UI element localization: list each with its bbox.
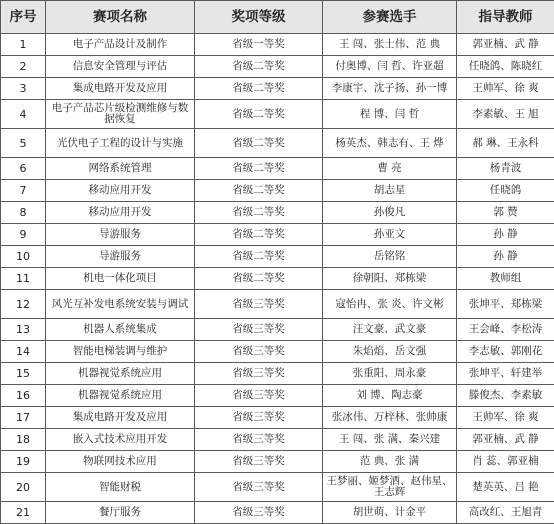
cell-players: 张冰伟、万梓林、张帅康 <box>323 407 457 429</box>
table-row <box>1 473 554 502</box>
cell-players: 胡志星 <box>323 180 457 202</box>
table-row <box>1 451 554 473</box>
cell-event: 嵌入式技术应用开发 <box>46 429 195 451</box>
table-row <box>1 268 554 290</box>
cell-teachers: 孙 静 <box>457 246 554 268</box>
cell-players: 孙亚文 <box>323 224 457 246</box>
cell-level: 省级二等奖 <box>195 268 323 290</box>
cell-no: 1 <box>1 34 46 56</box>
cell-event: 机器视觉系统应用 <box>46 363 195 385</box>
cell-teachers: 张坤平、轩建举 <box>457 363 554 385</box>
cell-no: 13 <box>1 319 46 341</box>
table-row <box>1 319 554 341</box>
cell-event: 智能财税 <box>46 473 195 502</box>
cell-players: 寇怡冉、张 炎、许文彬 <box>323 290 457 319</box>
cell-level: 省级三等奖 <box>195 502 323 524</box>
cell-level: 省级二等奖 <box>195 246 323 268</box>
cell-players: 刘 博、陶志豪 <box>323 385 457 407</box>
cell-level: 省级三等奖 <box>195 319 323 341</box>
cell-level: 省级一等奖 <box>195 34 323 56</box>
table-row <box>1 78 554 100</box>
table-row <box>1 407 554 429</box>
cell-teachers: 楚英英、吕 艳 <box>457 473 554 502</box>
cell-players: 汪文豪、武文豪 <box>323 319 457 341</box>
cell-level: 省级二等奖 <box>195 100 323 129</box>
cell-level: 省级二等奖 <box>195 202 323 224</box>
cell-teachers: 教师组 <box>457 268 554 290</box>
cell-no: 12 <box>1 290 46 319</box>
table-row <box>1 224 554 246</box>
cell-level: 省级二等奖 <box>195 224 323 246</box>
cell-level: 省级二等奖 <box>195 78 323 100</box>
cell-teachers: 王会峰、李松涛 <box>457 319 554 341</box>
cell-teachers: 王帅军、徐 爽 <box>457 407 554 429</box>
table-body <box>1 34 554 524</box>
table-row <box>1 158 554 180</box>
cell-teachers: 李素敏、王 旭 <box>457 100 554 129</box>
table-row <box>1 502 554 524</box>
cell-no: 16 <box>1 385 46 407</box>
cell-level: 省级三等奖 <box>195 385 323 407</box>
cell-teachers: 肖 蕊、郭亚楠 <box>457 451 554 473</box>
cell-level: 省级二等奖 <box>195 129 323 158</box>
cell-players: 徐朝阳、郑栋梁 <box>323 268 457 290</box>
header-level: 奖项等级 <box>195 1 323 34</box>
cell-no: 21 <box>1 502 46 524</box>
cell-teachers: 张坤平、郑栋梁 <box>457 290 554 319</box>
cell-teachers: 任晓鸽 <box>457 180 554 202</box>
cell-no: 20 <box>1 473 46 502</box>
cell-teachers: 孙 静 <box>457 224 554 246</box>
cell-level: 省级三等奖 <box>195 363 323 385</box>
cell-players: 王 闯、张 满、秦兴建 <box>323 429 457 451</box>
table-row <box>1 429 554 451</box>
cell-players: 王 闯、张士伟、范 典 <box>323 34 457 56</box>
cell-event: 机电一体化项目 <box>46 268 195 290</box>
table-row <box>1 34 554 56</box>
cell-level: 省级三等奖 <box>195 341 323 363</box>
header-no: 序号 <box>1 1 46 34</box>
cell-event: 光伏电子工程的设计与实施 <box>46 129 195 158</box>
cell-players: 范 典、张 满 <box>323 451 457 473</box>
cell-players: 付奥博、闫 哲、许亚超 <box>323 56 457 78</box>
table-row <box>1 129 554 158</box>
cell-no: 19 <box>1 451 46 473</box>
table-row <box>1 56 554 78</box>
cell-event: 移动应用开发 <box>46 180 195 202</box>
cell-level: 省级三等奖 <box>195 429 323 451</box>
header-event: 赛项名称 <box>46 1 195 34</box>
cell-teachers: 任晓鸽、陈晓红 <box>457 56 554 78</box>
cell-players: 胡世萌、计金平 <box>323 502 457 524</box>
cell-event: 风光互补发电系统安装与调试 <box>46 290 195 319</box>
cell-no: 6 <box>1 158 46 180</box>
table-row <box>1 341 554 363</box>
cell-teachers: 高改红、王旭青 <box>457 502 554 524</box>
table-row <box>1 202 554 224</box>
cell-no: 8 <box>1 202 46 224</box>
cell-level: 省级二等奖 <box>195 158 323 180</box>
cell-level: 省级二等奖 <box>195 56 323 78</box>
cell-event: 电子产品芯片级检测维修与数据恢复 <box>46 100 195 129</box>
cell-no: 2 <box>1 56 46 78</box>
cell-event: 电子产品设计及制作 <box>46 34 195 56</box>
cell-event: 机器视觉系统应用 <box>46 385 195 407</box>
cell-players: 岳铭铭 <box>323 246 457 268</box>
cell-event: 集成电路开发及应用 <box>46 407 195 429</box>
cell-event: 智能电梯装调与维护 <box>46 341 195 363</box>
cell-teachers: 李志敏、郭刚花 <box>457 341 554 363</box>
table-header-row <box>1 1 554 34</box>
cell-level: 省级三等奖 <box>195 451 323 473</box>
cell-players: 杨英杰、韩志有、王 烨 <box>323 129 457 158</box>
cell-no: 4 <box>1 100 46 129</box>
table-row <box>1 180 554 202</box>
cell-teachers: 滕俊杰、李素敏 <box>457 385 554 407</box>
table-row <box>1 246 554 268</box>
cell-event: 集成电路开发及应用 <box>46 78 195 100</box>
cell-no: 5 <box>1 129 46 158</box>
cell-teachers: 杨青波 <box>457 158 554 180</box>
cell-players: 曹 亮 <box>323 158 457 180</box>
cell-no: 3 <box>1 78 46 100</box>
cell-event: 移动应用开发 <box>46 202 195 224</box>
cell-no: 11 <box>1 268 46 290</box>
cell-event: 餐厅服务 <box>46 502 195 524</box>
cell-players: 王梦丽、姬梦洒、赵伟星、王志辉 <box>323 473 457 502</box>
cell-players: 程 博、闫 哲 <box>323 100 457 129</box>
cell-level: 省级二等奖 <box>195 180 323 202</box>
header-players: 参赛选手 <box>323 1 457 34</box>
table-row <box>1 385 554 407</box>
cell-no: 17 <box>1 407 46 429</box>
cell-teachers: 郭 赞 <box>457 202 554 224</box>
cell-no: 10 <box>1 246 46 268</box>
cell-players: 李康宇、沈子扬、孙一博 <box>323 78 457 100</box>
header-teachers: 指导教师 <box>457 1 554 34</box>
cell-event: 网络系统管理 <box>46 158 195 180</box>
cell-teachers: 王帅军、徐 爽 <box>457 78 554 100</box>
table-row <box>1 100 554 129</box>
cell-event: 导游服务 <box>46 224 195 246</box>
cell-teachers: 郭亚楠、武 静 <box>457 34 554 56</box>
cell-teachers: 郭亚楠、武 静 <box>457 429 554 451</box>
cell-no: 15 <box>1 363 46 385</box>
cell-players: 张重阳、周永豪 <box>323 363 457 385</box>
cell-teachers: 郝 琳、王永科 <box>457 129 554 158</box>
cell-no: 18 <box>1 429 46 451</box>
cell-level: 省级三等奖 <box>195 407 323 429</box>
cell-level: 省级三等奖 <box>195 473 323 502</box>
cell-event: 物联网技术应用 <box>46 451 195 473</box>
table-row <box>1 290 554 319</box>
cell-players: 朱焰焰、岳文强 <box>323 341 457 363</box>
table-row <box>1 363 554 385</box>
cell-players: 孙俊凡 <box>323 202 457 224</box>
cell-level: 省级三等奖 <box>195 290 323 319</box>
cell-no: 9 <box>1 224 46 246</box>
cell-no: 7 <box>1 180 46 202</box>
cell-event: 导游服务 <box>46 246 195 268</box>
cell-no: 14 <box>1 341 46 363</box>
cell-event: 信息安全管理与评估 <box>46 56 195 78</box>
cell-event: 机器人系统集成 <box>46 319 195 341</box>
